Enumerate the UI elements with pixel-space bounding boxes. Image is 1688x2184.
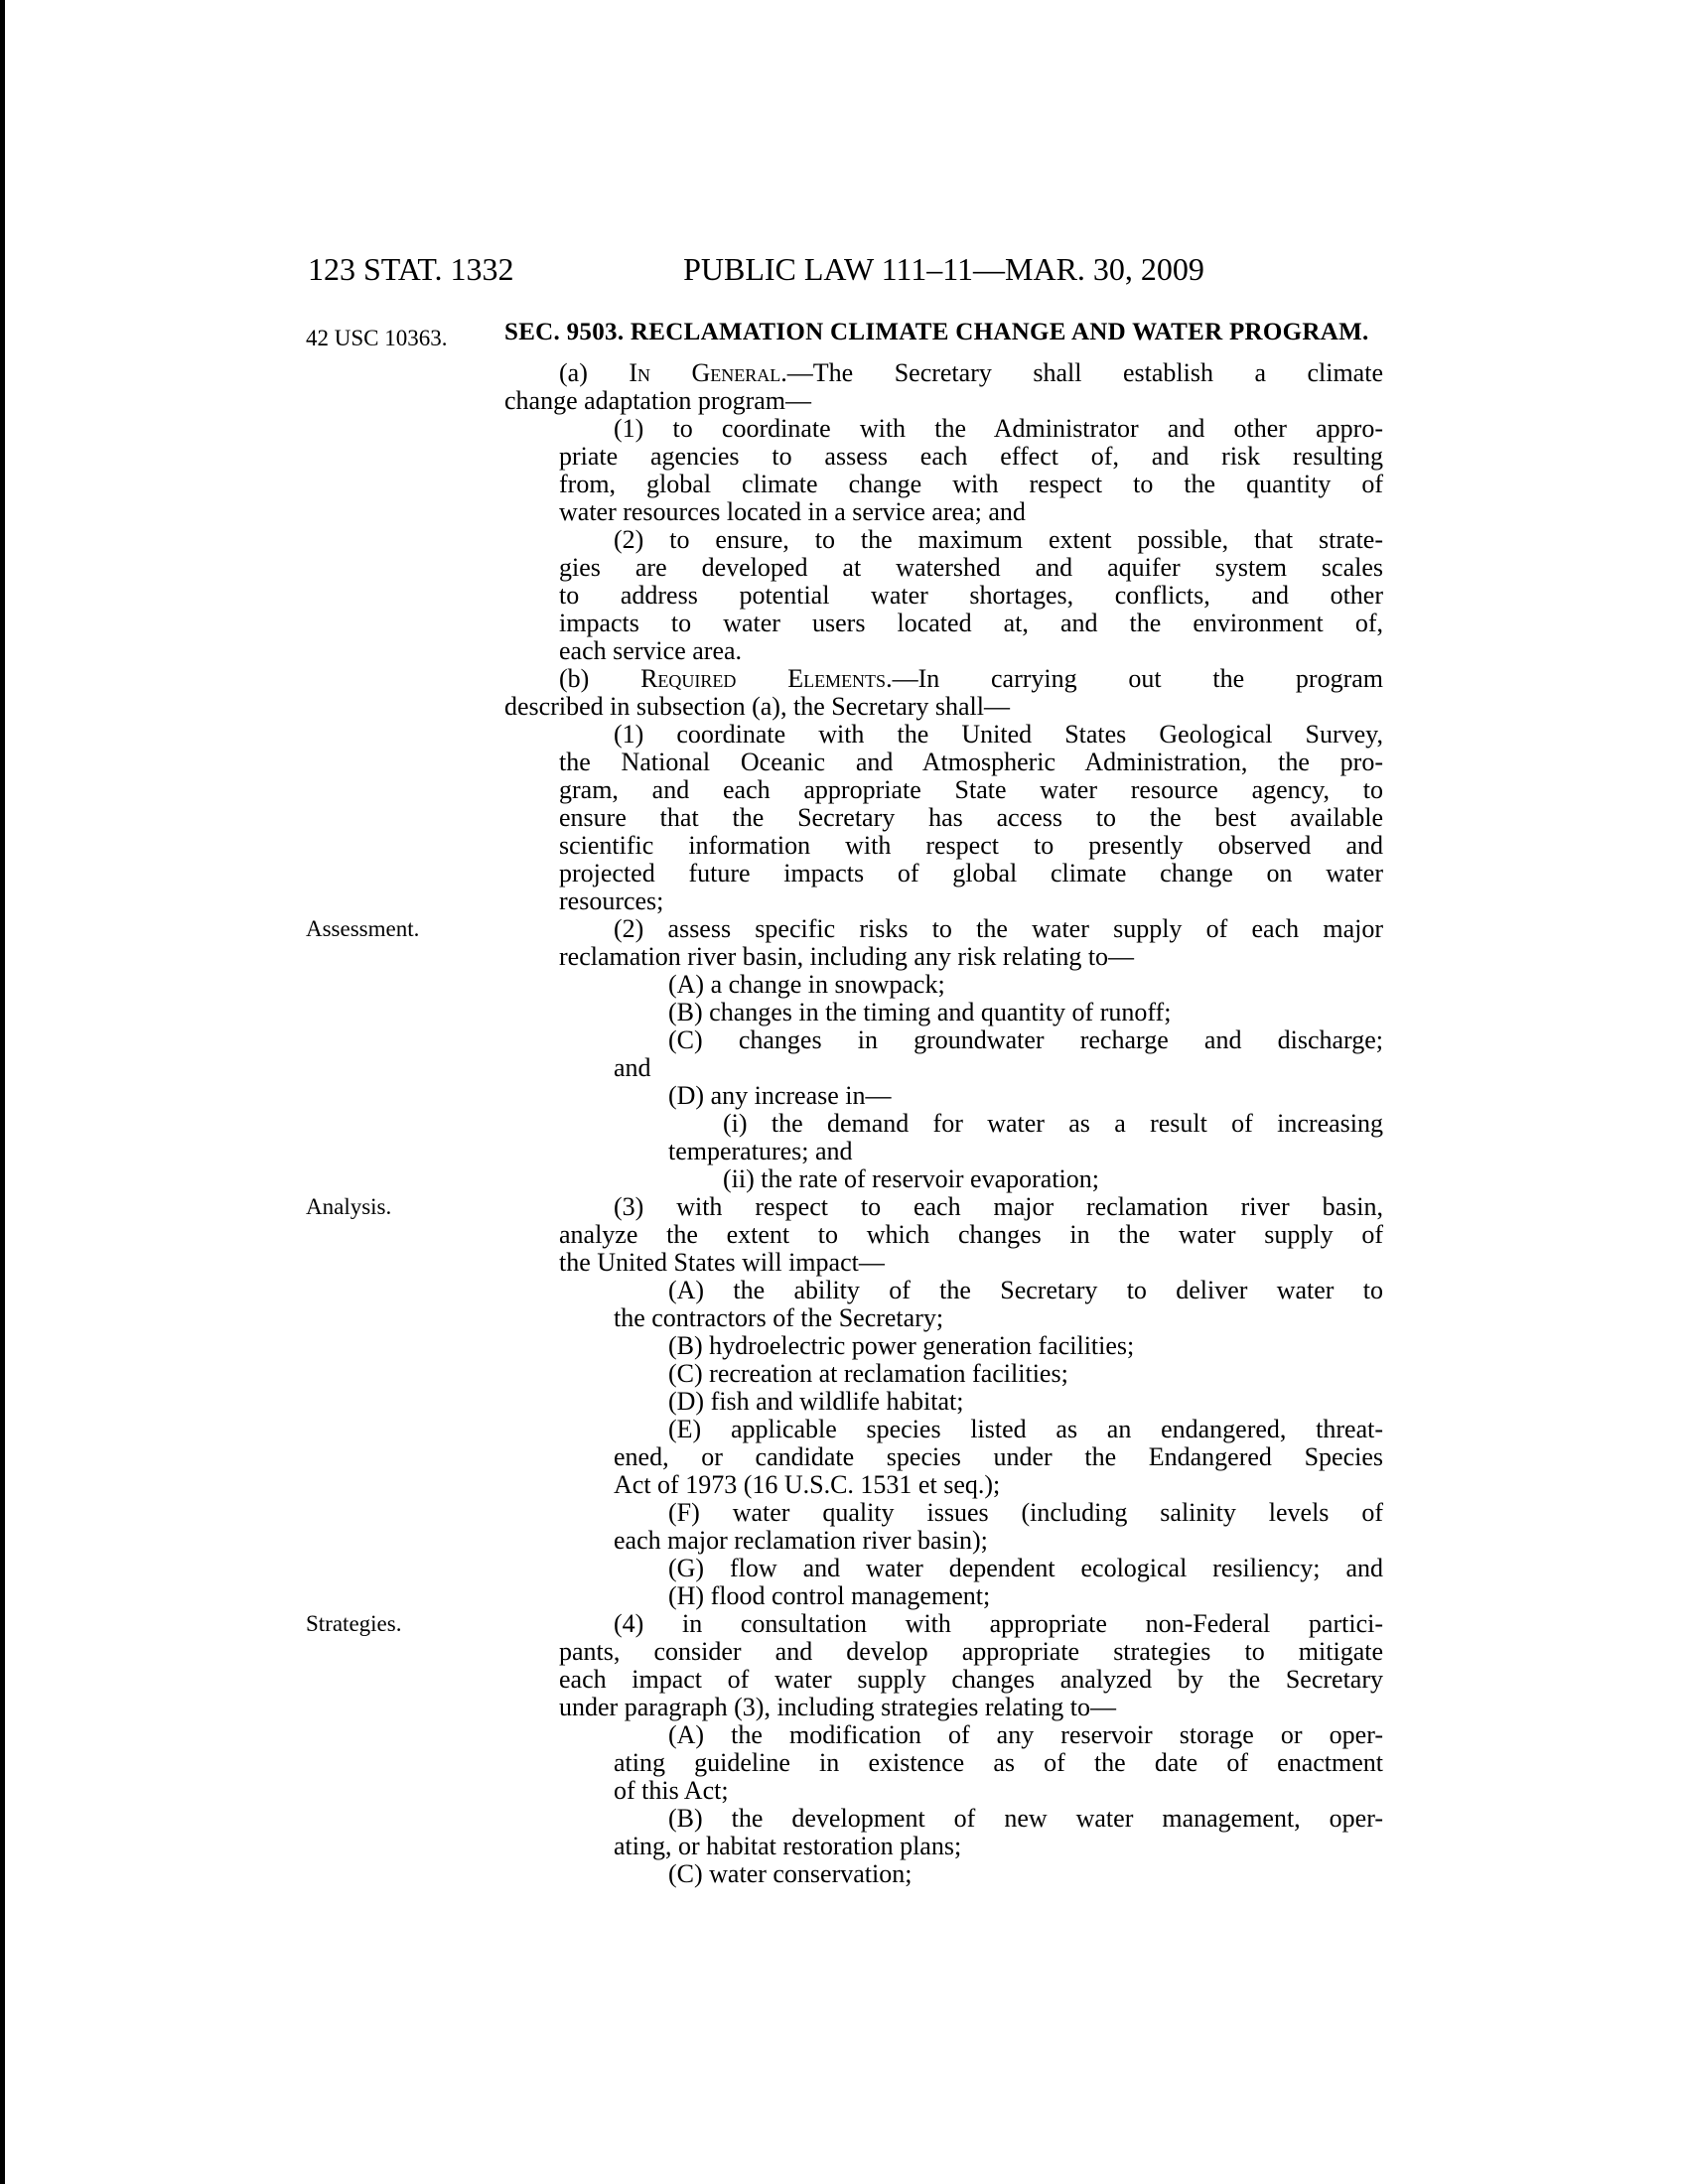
body-line <box>504 1499 1383 1527</box>
body-line-text: gies are developed at watershed and aquifer system scales <box>559 553 1383 582</box>
body-line-text: (B) hydroelectric power generation facilities; <box>668 1331 1135 1360</box>
body-line-text: Act of 1973 (16 U.S.C. 1531 et seq.); <box>614 1470 1001 1499</box>
body-line <box>504 1193 1383 1221</box>
body-line-text: (A) the modification of any reservoir storage or oper- <box>668 1720 1383 1749</box>
body-line-text: analyze the extent to which changes in the water supply of <box>559 1220 1383 1249</box>
body-line <box>504 1221 1383 1249</box>
body-line <box>504 443 1383 471</box>
body-line <box>504 1082 1383 1110</box>
body-line-text: (B) changes in the timing and quantity of runoff; <box>668 998 1172 1026</box>
body-line-text: (2) assess specific risks to the water supply of each major <box>614 914 1383 943</box>
body-line-text: each impact of water supply changes analyzed by the Secretary <box>559 1665 1383 1694</box>
body-line-text: each service area. <box>559 636 743 665</box>
body-line-text: pants, consider and develop appropriate strategies to mitigate <box>559 1637 1383 1666</box>
small-caps-term: Required Elements <box>640 664 887 693</box>
body-line-text: temperatures; and <box>668 1137 853 1165</box>
body-line <box>504 610 1383 637</box>
body-line <box>504 637 1383 665</box>
body-line-text: .—In carrying out the program <box>886 664 1383 693</box>
body-line-text: change adaptation program— <box>504 386 811 415</box>
small-caps-term: In General <box>629 358 781 387</box>
body-line-text: (2) to ensure, to the maximum extent possible, that strate- <box>614 525 1383 554</box>
body-line <box>504 1416 1383 1443</box>
body-line-text: (A) a change in snowpack; <box>668 970 945 999</box>
body-line-text: (A) the ability of the Secretary to deliver water to <box>668 1276 1383 1304</box>
body-line-text: ating, or habitat restoration plans; <box>614 1832 962 1860</box>
body-line <box>504 1332 1383 1360</box>
body-line-text: (E) applicable species listed as an endangered, threat- <box>668 1415 1383 1443</box>
body-line <box>504 915 1383 943</box>
body-line <box>504 999 1383 1026</box>
body-line <box>504 860 1383 887</box>
body-line-text: the United States will impact— <box>559 1248 885 1277</box>
body-line-text: scientific information with respect to presently observed and <box>559 831 1383 860</box>
body-line <box>504 1054 1383 1082</box>
margin-note: Analysis. <box>306 1194 392 1219</box>
body-line <box>504 359 1383 387</box>
body-line <box>504 1638 1383 1666</box>
body-line <box>504 415 1383 443</box>
body-line <box>504 1582 1383 1610</box>
body-line-text: water resources located in a service area; and <box>559 497 1026 526</box>
body-line-text: (1) coordinate with the United States Geological Survey, <box>614 720 1383 749</box>
body-line <box>504 1721 1383 1749</box>
body-line-text: ened, or candidate species under the Endangered Species <box>614 1442 1383 1471</box>
body-line-text: the contractors of the Secretary; <box>614 1303 944 1332</box>
body-line-text: ensure that the Secretary has access to the best available <box>559 803 1383 832</box>
margin-note: Assessment. <box>306 916 420 941</box>
body-line-text: resources; <box>559 887 664 915</box>
body-line <box>504 498 1383 526</box>
body-line-text: (a) <box>559 358 630 387</box>
body-line-text: (D) any increase in— <box>668 1081 892 1110</box>
body-line-text: from, global climate change with respect to the quantity of <box>559 470 1383 498</box>
body-line-text: (b) <box>559 664 641 693</box>
body-line <box>504 1110 1383 1138</box>
body-line <box>504 1026 1383 1054</box>
body-line-text: .—The Secretary shall establish a climate <box>780 358 1383 387</box>
statute-text <box>504 359 1383 1888</box>
body-line-text: under paragraph (3), including strategies relating to— <box>559 1693 1116 1721</box>
body-line-text: and <box>614 1053 651 1082</box>
body-line-text: projected future impacts of global climate change on water <box>559 859 1383 887</box>
body-line <box>504 1165 1383 1193</box>
body-line-text: (D) fish and wildlife habitat; <box>668 1387 964 1416</box>
stat-page-number: 123 STAT. 1332 <box>308 251 514 287</box>
body-line <box>504 887 1383 915</box>
margin-note: Strategies. <box>306 1611 402 1636</box>
body-line <box>504 721 1383 749</box>
body-line <box>504 1388 1383 1416</box>
body-line <box>504 1277 1383 1304</box>
body-line <box>504 1833 1383 1860</box>
body-line-text: (G) flow and water dependent ecological resiliency; and <box>668 1554 1383 1582</box>
body-line <box>504 1749 1383 1777</box>
body-line <box>504 1304 1383 1332</box>
body-line-text: (C) changes in groundwater recharge and discharge; <box>668 1025 1383 1054</box>
body-line <box>504 471 1383 498</box>
body-line-text: each major reclamation river basin); <box>614 1526 988 1555</box>
body-line <box>504 971 1383 999</box>
body-line-text: (B) the development of new water management, oper- <box>668 1804 1383 1833</box>
body-line <box>504 1777 1383 1805</box>
body-line-text: (C) recreation at reclamation facilities; <box>668 1359 1068 1388</box>
page-header <box>308 252 1383 292</box>
body-line-text: priate agencies to assess each effect of, and risk resulting <box>559 442 1383 471</box>
body-line <box>504 832 1383 860</box>
margin-note: 42 USC 10363. <box>306 326 448 350</box>
law-title: PUBLIC LAW 111–11—MAR. 30, 2009 <box>683 251 1204 287</box>
body-line-text: to address potential water shortages, conflicts, and other <box>559 581 1383 610</box>
body-line <box>504 1860 1383 1888</box>
body-line-text: reclamation river basin, including any risk relating to— <box>559 942 1135 971</box>
body-line-text: (4) in consultation with appropriate non-Federal partici- <box>614 1609 1383 1638</box>
body-line <box>504 1471 1383 1499</box>
body-line <box>504 526 1383 554</box>
body-line <box>504 665 1383 693</box>
body-line <box>504 1555 1383 1582</box>
body-line-text: ating guideline in existence as of the date of enactment <box>614 1748 1383 1777</box>
body-line <box>504 1694 1383 1721</box>
body-line-text: impacts to water users located at, and the environment of, <box>559 609 1383 637</box>
body-line-text: (F) water quality issues (including salinity levels of <box>668 1498 1383 1527</box>
body-line <box>504 554 1383 582</box>
body-line-text: (1) to coordinate with the Administrator and other appro- <box>614 414 1383 443</box>
body-line <box>504 943 1383 971</box>
body-line <box>504 1360 1383 1388</box>
scan-edge-artifact <box>0 0 5 2184</box>
body-line <box>504 776 1383 804</box>
body-line <box>504 749 1383 776</box>
body-line <box>504 1610 1383 1638</box>
body-line-text: (i) the demand for water as a result of increasing <box>723 1109 1383 1138</box>
body-line <box>504 582 1383 610</box>
body-line <box>504 1805 1383 1833</box>
body-line <box>504 1249 1383 1277</box>
body-line <box>504 804 1383 832</box>
section-heading: SEC. 9503. RECLAMATION CLIMATE CHANGE AND WATER PROGRAM. <box>504 319 1369 345</box>
body-line-text: of this Act; <box>614 1776 729 1805</box>
body-line-text: the National Oceanic and Atmospheric Administration, the pro- <box>559 748 1383 776</box>
body-line-text: described in subsection (a), the Secretary shall— <box>504 692 1010 721</box>
body-line <box>504 1666 1383 1694</box>
body-line-text: (C) water conservation; <box>668 1859 913 1888</box>
body-line-text: (H) flood control management; <box>668 1581 991 1610</box>
body-line <box>504 387 1383 415</box>
body-line-text: gram, and each appropriate State water resource agency, to <box>559 775 1383 804</box>
body-line <box>504 1138 1383 1165</box>
body-line-text: (ii) the rate of reservoir evaporation; <box>723 1164 1099 1193</box>
body-line <box>504 693 1383 721</box>
body-line <box>504 1443 1383 1471</box>
body-line-text: (3) with respect to each major reclamation river basin, <box>614 1192 1383 1221</box>
body-line <box>504 1527 1383 1555</box>
